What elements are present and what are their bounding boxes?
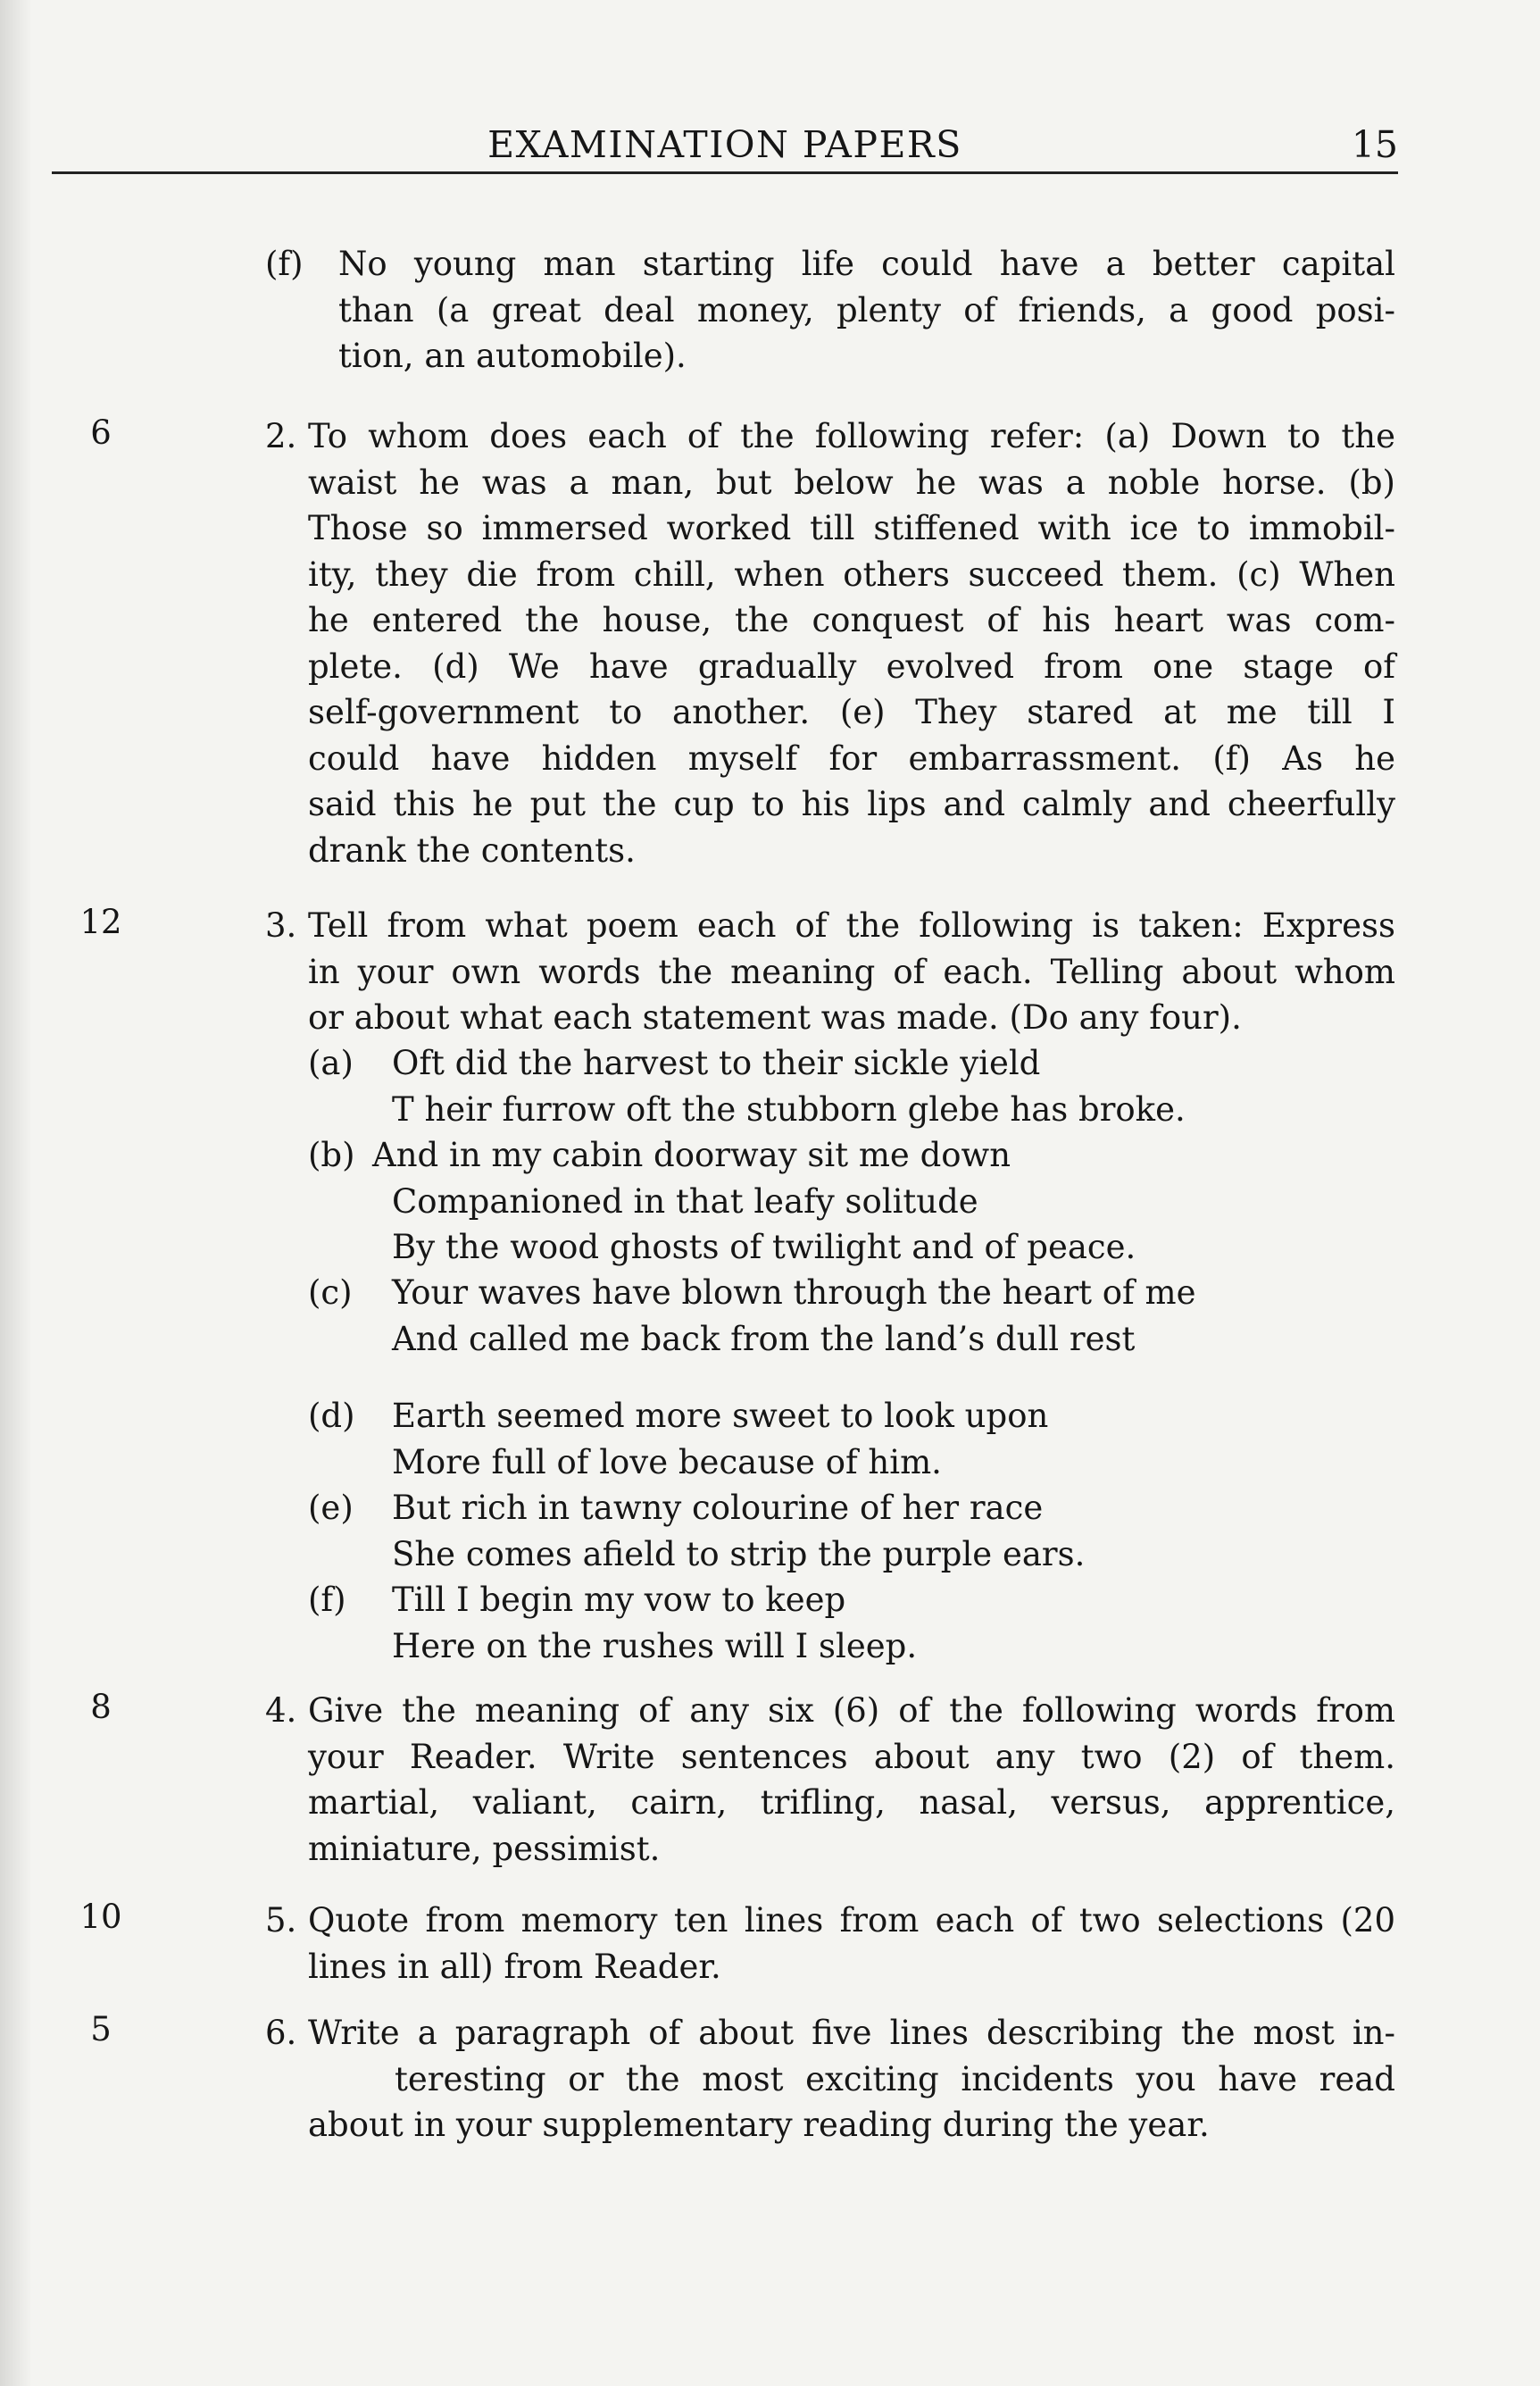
text-line: Write a paragraph of about five lines describing the most in- <box>308 2014 1395 2052</box>
marks-value: 5 <box>90 2010 112 2048</box>
text-line: No young man starting life could have a better capital <box>338 245 1395 283</box>
text-line: teresting or the most exciting incidents you have read <box>395 2059 1395 2098</box>
text-line: Give the meaning of any six (6) of the following words from <box>308 1691 1395 1730</box>
question-number: 6. <box>265 2014 297 2052</box>
question-3 <box>265 903 1395 1041</box>
question-5 <box>265 1898 1395 1990</box>
text-line: Those so immersed worked till stiffened with ice to immobil- <box>308 509 1395 547</box>
verse-label: (e) <box>308 1489 354 1527</box>
question-number: 4. <box>265 1691 297 1730</box>
running-header <box>52 123 1398 174</box>
text-line: self-government to another. (e) They stared at me till I <box>308 693 1395 731</box>
question-6 <box>265 2010 1395 2148</box>
verse-label: (f) <box>308 1581 346 1619</box>
text-line: in your own words the meaning of each. Telling about whom <box>308 952 1395 991</box>
verse-line: Till I begin my vow to keep <box>392 1581 846 1619</box>
text-line: waist he was a man, but below he was a noble horse. (b) <box>308 463 1395 502</box>
verse-line: By the wood ghosts of twilight and of peace. <box>392 1228 1136 1266</box>
marks-value: 12 <box>79 903 122 941</box>
text-line: martial, valiant, cairn, trifling, nasal, versus, apprentice, <box>308 1783 1395 1822</box>
verse-line: And called me back from the land’s dull rest <box>392 1319 1136 1358</box>
verse-line: Companioned in that leafy solitude <box>392 1181 978 1221</box>
page-edge-shadow <box>0 0 32 2386</box>
text-line: plete. (d) We have gradually evolved from one stage of <box>308 647 1395 686</box>
verse-label: (a) <box>308 1044 354 1082</box>
text-line: could have hidden myself for embarrassment. (f) As he <box>308 738 1395 778</box>
question-number: 5. <box>265 1901 297 1940</box>
verse-label: (c) <box>308 1273 353 1312</box>
text-line: about in your supplementary reading during the year. <box>308 2106 1210 2144</box>
text-line: drank the contents. <box>308 830 636 870</box>
text-line: he entered the house, the conquest of his heart was com- <box>308 601 1395 639</box>
question-number: 2. <box>265 417 297 455</box>
text-line: your Reader. Write sentences about any two (2) of them. <box>308 1737 1395 1776</box>
question-number: 3. <box>265 906 297 945</box>
verse-line: More full of love because of him. <box>392 1442 942 1481</box>
verse-line: She comes afield to strip the purple ears. <box>392 1534 1086 1573</box>
question-2 <box>265 413 1395 873</box>
verse-label: (d) <box>308 1397 355 1435</box>
item-label: (f) <box>265 245 304 283</box>
item-f-carryover <box>265 241 1395 380</box>
text-line: Quote from memory ten lines from each of two selections (20 <box>308 1901 1395 1940</box>
marks-value: 6 <box>90 413 112 452</box>
text-line: To whom does each of the following refer: (a) Down to the <box>308 417 1395 455</box>
verse-line: Oft did the harvest to their sickle yield <box>392 1044 1041 1082</box>
verse-line: Here on the rushes will I sleep. <box>392 1626 918 1665</box>
marks-value: 8 <box>90 1688 112 1726</box>
marks-value: 10 <box>79 1898 122 1936</box>
verse-line: And in my cabin doorway sit me down <box>372 1136 1011 1174</box>
verse-line: Earth seemed more sweet to look upon <box>392 1397 1049 1435</box>
text-line: than (a great deal money, plenty of friends, a good posi- <box>338 290 1395 330</box>
running-title: EXAMINATION PAPERS <box>487 123 962 166</box>
verse-line: Your waves have blown through the heart of me <box>392 1273 1196 1312</box>
question-4 <box>265 1688 1395 1872</box>
text-line: or about what each statement was made. (Do any four). <box>308 998 1242 1037</box>
text-line: said this he put the cup to his lips and calmly and cheerfully <box>308 785 1395 823</box>
text-line: lines in all) from Reader. <box>308 1947 721 1986</box>
verse-label: (b) <box>308 1136 355 1174</box>
text-line: miniature, pessimist. <box>308 1829 661 1868</box>
page-number: 15 <box>1351 123 1398 166</box>
text-line: tion, an automobile). <box>338 337 687 375</box>
verse-line: T heir furrow oft the stubborn glebe has broke. <box>392 1089 1186 1129</box>
text-line: Tell from what poem each of the following is taken: Express <box>308 906 1395 945</box>
verse-line: But rich in tawny colourine of her race <box>392 1489 1044 1527</box>
text-line: ity, they die from chill, when others succeed them. (c) When <box>308 555 1395 594</box>
